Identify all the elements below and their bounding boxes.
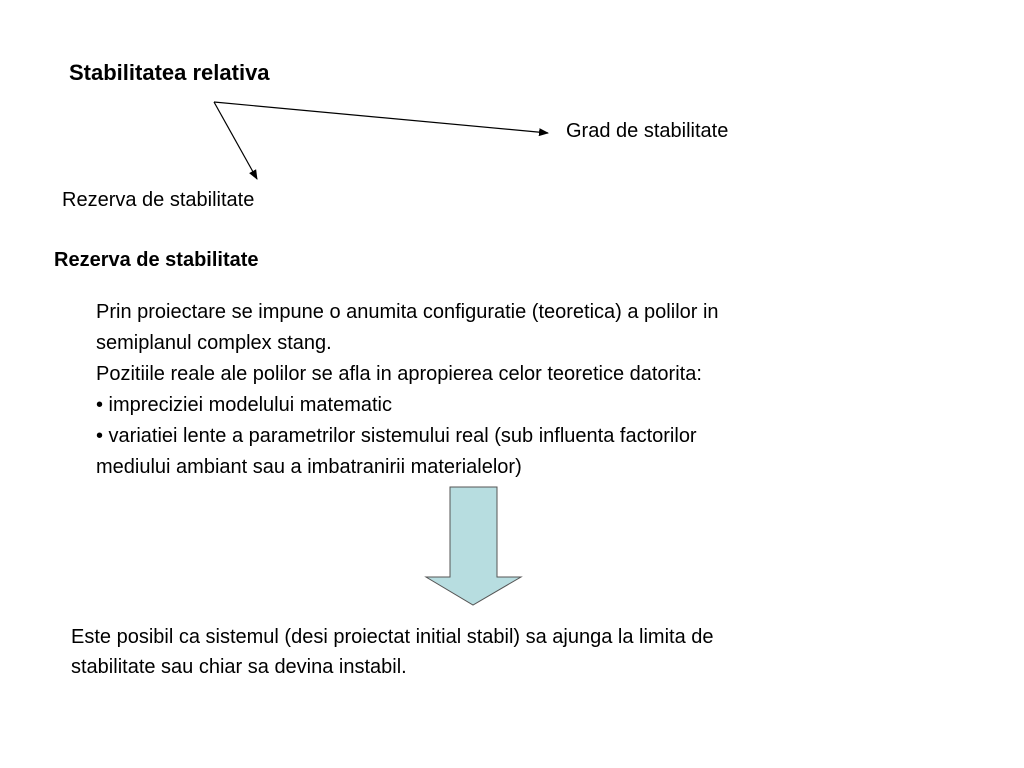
bullet-item: • impreciziei modelului matematic <box>96 394 392 416</box>
grad-stabilitate-label: Grad de stabilitate <box>566 120 729 142</box>
body-text <box>96 297 719 483</box>
arrow-to-grad <box>214 102 548 133</box>
body-line: semiplanul complex stang. <box>96 332 332 354</box>
conclusion-line: Este posibil ca sistemul (desi proiectat initial stabil) sa ajunga la limita de <box>71 626 714 648</box>
bullet-item: • variatiei lente a parametrilor sistemului real (sub influenta factorilor <box>96 425 697 447</box>
body-line: mediului ambiant sau a imbatranirii materialelor) <box>96 456 522 478</box>
body-line: Prin proiectare se impune o anumita configuratie (teoretica) a polilor in <box>96 301 719 323</box>
slide-title: Stabilitatea relativa <box>69 60 270 85</box>
rezerva-stabilitate-label: Rezerva de stabilitate <box>62 189 255 211</box>
section-heading: Rezerva de stabilitate <box>54 249 259 271</box>
arrow-to-rezerva <box>214 102 257 179</box>
body-line: Pozitiile reale ale polilor se afla in apropierea celor teoretice datorita: <box>96 363 702 385</box>
down-arrow-icon <box>426 487 521 605</box>
conclusion-line: stabilitate sau chiar sa devina instabil. <box>71 656 407 678</box>
conclusion-text <box>71 622 714 682</box>
